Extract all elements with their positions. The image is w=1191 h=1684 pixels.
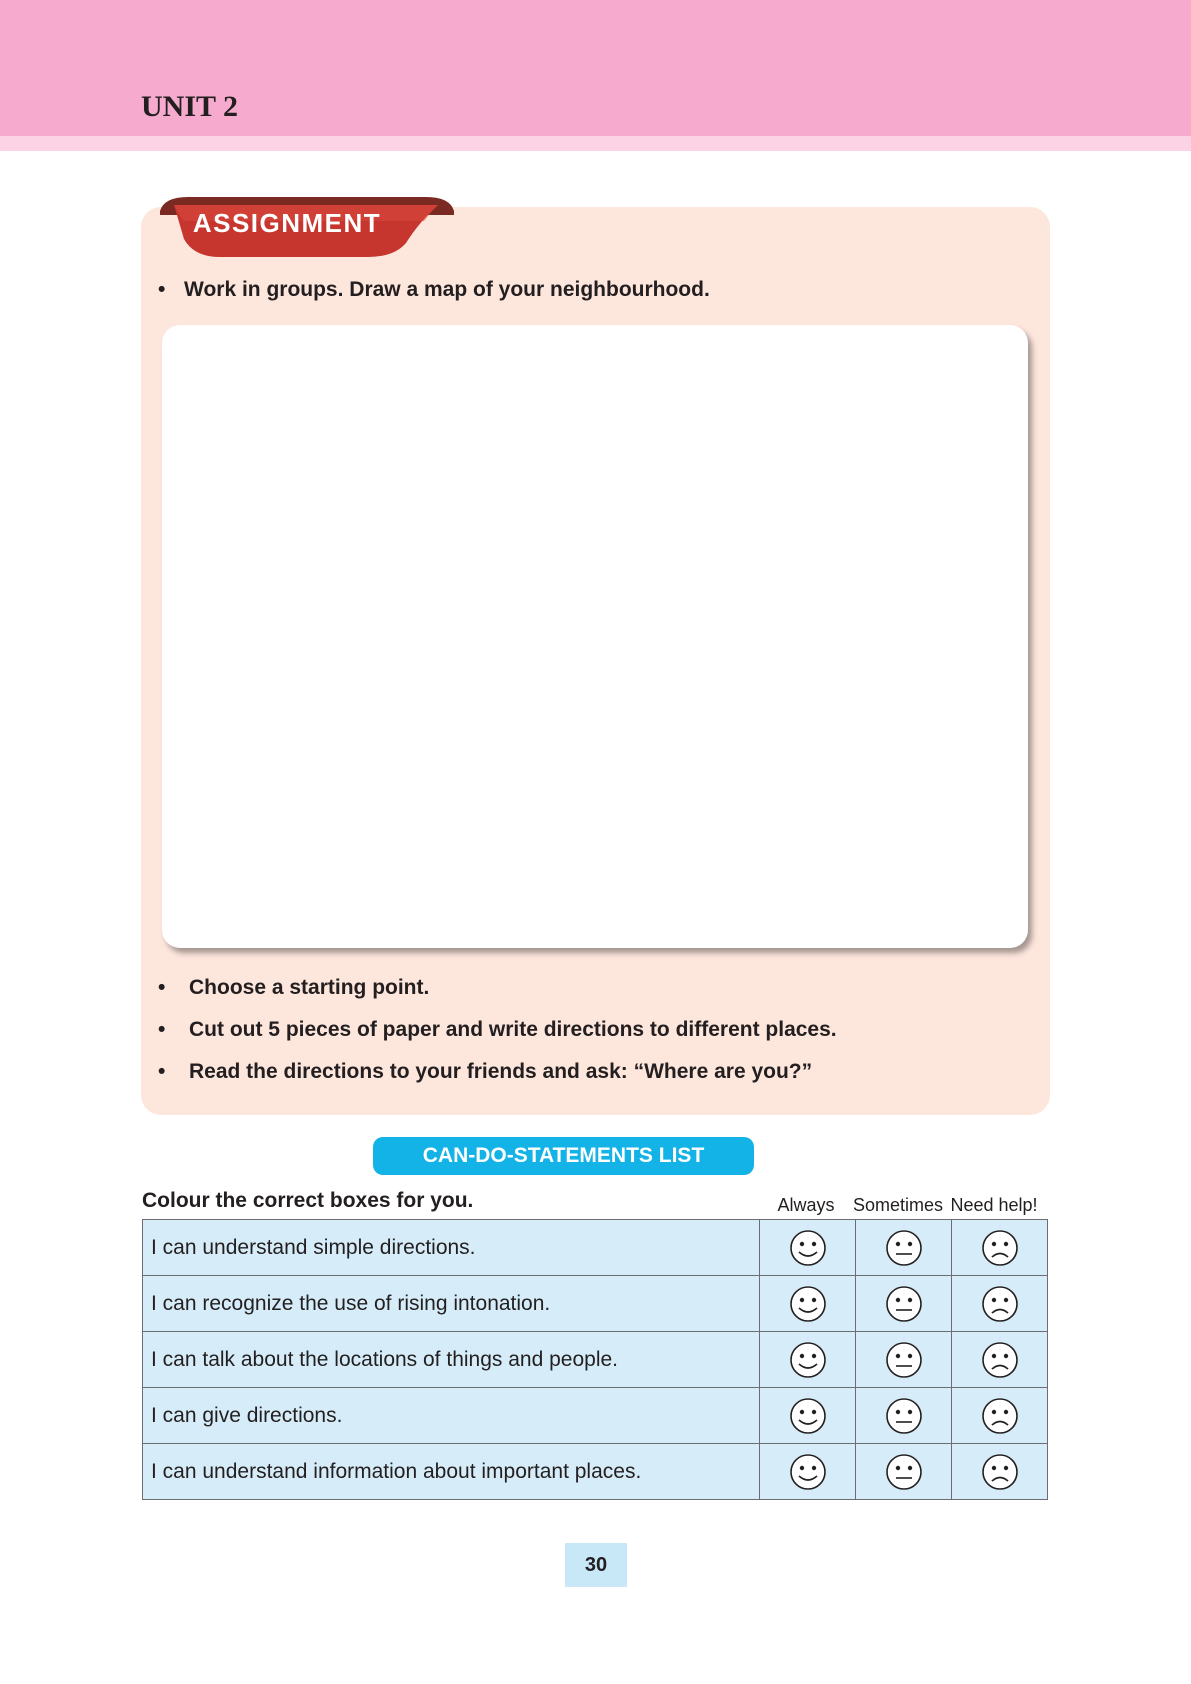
smile-face-icon [789, 1397, 827, 1435]
page-number: 30 [565, 1543, 627, 1587]
bullet-marker: • [158, 1060, 166, 1083]
cando-statement: I can understand information about important places. [143, 1444, 760, 1500]
bullet-marker: • [158, 1018, 166, 1041]
face-box[interactable] [760, 1388, 856, 1444]
column-header-sometimes: Sometimes [852, 1195, 944, 1215]
bullet-marker: • [158, 976, 166, 999]
neutral-face-icon [885, 1285, 923, 1323]
assignment-first-bullet [158, 278, 710, 302]
face-box[interactable] [952, 1276, 1048, 1332]
cando-row [143, 1332, 1048, 1388]
neutral-face-icon [885, 1453, 923, 1491]
smile-face-icon [789, 1229, 827, 1267]
assignment-bullet [158, 1018, 837, 1042]
sad-face-icon [981, 1397, 1019, 1435]
face-box[interactable] [952, 1220, 1048, 1276]
assignment-title: ASSIGNMENT [192, 208, 382, 238]
cando-statement: I can talk about the locations of things and people. [143, 1332, 760, 1388]
neutral-face-icon [885, 1341, 923, 1379]
smile-face-icon [789, 1341, 827, 1379]
sad-face-icon [981, 1285, 1019, 1323]
cando-row [143, 1220, 1048, 1276]
face-box[interactable] [856, 1332, 952, 1388]
cando-statement: I can understand simple directions. [143, 1220, 760, 1276]
column-header-always: Always [777, 1195, 835, 1215]
cando-instruction: Colour the correct boxes for you. [142, 1189, 474, 1212]
smile-face-icon [789, 1285, 827, 1323]
face-box[interactable] [856, 1276, 952, 1332]
bullet-text: Read the directions to your friends and ask: “Where are you?” [189, 1060, 813, 1083]
face-box[interactable] [760, 1332, 856, 1388]
smile-face-icon [789, 1453, 827, 1491]
face-box[interactable] [856, 1220, 952, 1276]
face-box[interactable] [760, 1276, 856, 1332]
neutral-face-icon [885, 1229, 923, 1267]
cando-title: CAN-DO-STATEMENTS LIST [373, 1137, 754, 1175]
assignment-bullet [158, 976, 429, 1000]
cando-row [143, 1444, 1048, 1500]
cando-row [143, 1276, 1048, 1332]
face-box[interactable] [760, 1220, 856, 1276]
face-box[interactable] [856, 1444, 952, 1500]
face-box[interactable] [760, 1444, 856, 1500]
cando-row [143, 1388, 1048, 1444]
cando-statement: I can recognize the use of rising intonation. [143, 1276, 760, 1332]
sad-face-icon [981, 1229, 1019, 1267]
face-box[interactable] [952, 1444, 1048, 1500]
header-strip [0, 136, 1191, 151]
unit-title: UNIT 2 [141, 90, 238, 123]
bullet-marker: • [158, 278, 166, 301]
sad-face-icon [981, 1341, 1019, 1379]
map-drawing-area[interactable] [162, 325, 1028, 948]
face-box[interactable] [952, 1388, 1048, 1444]
bullet-text: Work in groups. Draw a map of your neighbourhood. [184, 278, 710, 301]
face-box[interactable] [856, 1388, 952, 1444]
neutral-face-icon [885, 1397, 923, 1435]
sad-face-icon [981, 1453, 1019, 1491]
assignment-bullet [158, 1060, 812, 1084]
bullet-text: Cut out 5 pieces of paper and write directions to different places. [189, 1018, 837, 1041]
column-header-need-help: Need help! [950, 1195, 1038, 1215]
cando-table [142, 1219, 1048, 1500]
cando-statement: I can give directions. [143, 1388, 760, 1444]
bullet-text: Choose a starting point. [189, 976, 430, 999]
face-box[interactable] [952, 1332, 1048, 1388]
